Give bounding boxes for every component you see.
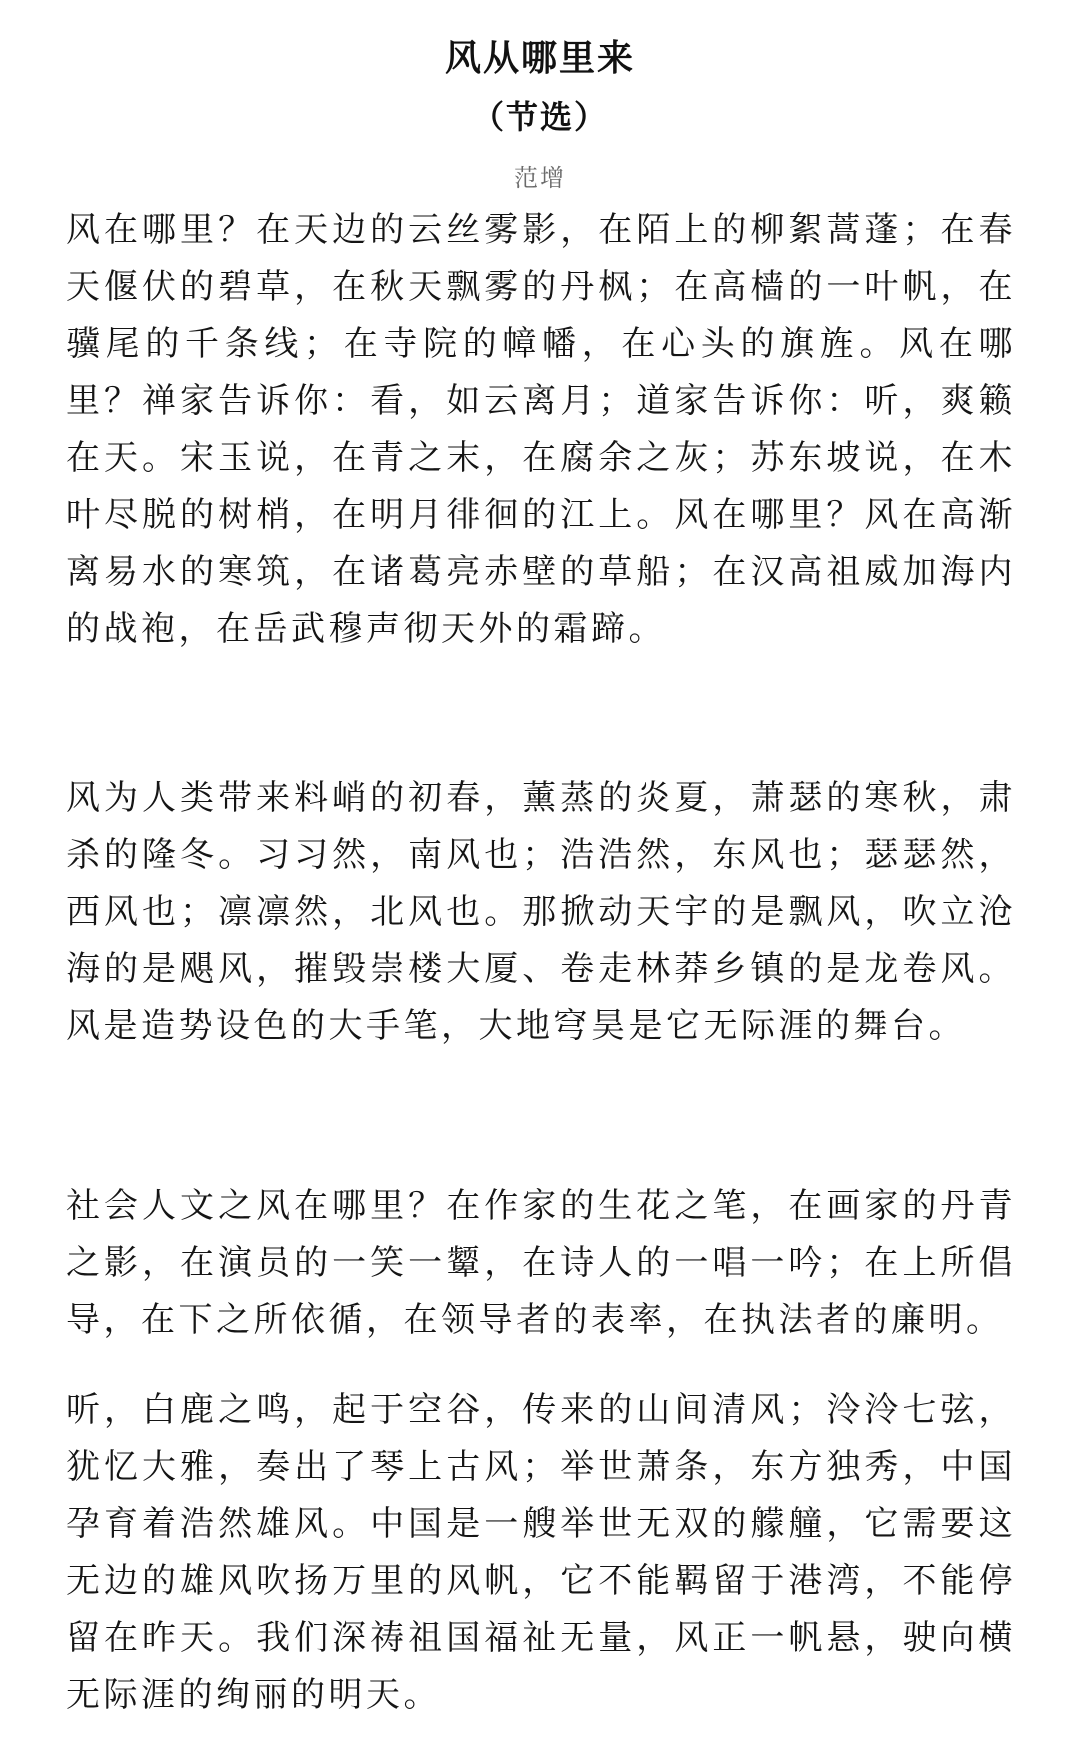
author-name: 范增: [514, 164, 566, 192]
paragraph-2: 风为人类带来料峭的初春，薰蒸的炎夏，萧瑟的寒秋，肃杀的隆冬。习习然，南风也；浩浩然，东风也；瑟瑟然，西风也；凛凛然，北风也。那掀动天宇的是飘风，吹立沧海的是飓风，摧毁崇楼大厦、卷走林莽乡镇的是龙卷风。风是造势设色的大手笔，大地穹昊是它无际涯的舞台。: [66, 778, 1016, 1046]
page-subtitle: （节选）: [471, 98, 608, 136]
paragraph-1: 风在哪里？在天边的云丝雾影，在陌上的柳絮蒿蓬；在春天偃伏的碧草，在秋天飘雾的丹枫；在高樯的一叶帆，在骥尾的千条线；在寺院的幛幡，在心头的旗旌。风在哪里？禅家告诉你：看，如云离月；道家告诉你：听，爽籁在天。宋玉说，在青之末，在腐余之灰；苏东坡说，在木叶尽脱的树梢，在明月徘徊的江上。风在哪里？风在高渐离易水的寒筑，在诸葛亮赤壁的草船；在汉高祖威加海内的战袍，在岳武穆声彻天外的霜蹄。: [66, 210, 1016, 649]
paragraph-3: 社会人文之风在哪里？在作家的生花之笔，在画家的丹青之影，在演员的一笑一颦，在诗人的一唱一吟；在上所倡导，在下之所依循，在领导者的表率，在执法者的廉明。: [66, 1186, 1016, 1340]
paragraph-4: 听，白鹿之鸣，起于空谷，传来的山间清风；泠泠七弦，犹忆大雅，奏出了琴上古风；举世萧条，东方独秀，中国孕育着浩然雄风。中国是一艘举世无双的艨艟，它需要这无边的雄风吹扬万里的风帆，它不能羁留于港湾，不能停留在昨天。我们深祷祖国福祉无量，风正一帆悬，驶向横无际涯的绚丽的明天。: [66, 1390, 1016, 1715]
page-title: 风从哪里来: [444, 38, 635, 79]
